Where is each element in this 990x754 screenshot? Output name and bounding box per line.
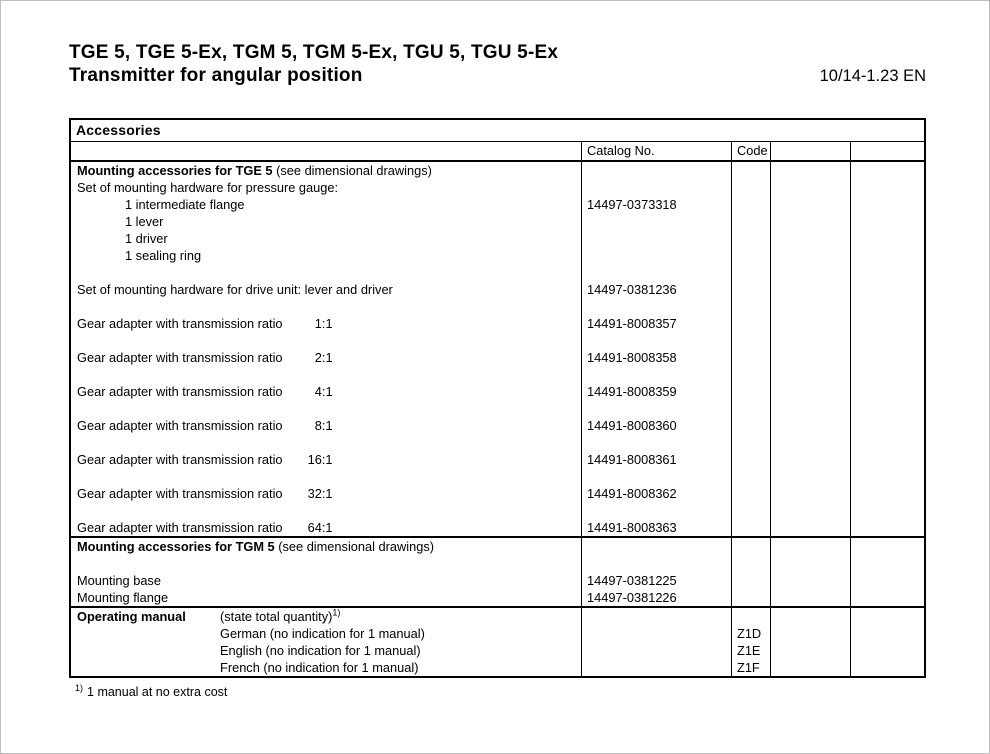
manual-section-heading: Operating manual (state total quantity)$^{1)}$ (77, 608, 341, 624)
tgm5-row-label: Mounting flange (77, 590, 169, 605)
pressure-item: 1 lever (125, 214, 164, 229)
spacer-line (77, 332, 581, 349)
pressure-set-label: Set of mounting hardware for pressure gauge: (77, 180, 339, 195)
footnote (75, 682, 228, 699)
tgm5-section-heading: Mounting accessories for TGM 5 (see dimensional drawings) (77, 539, 435, 554)
page-header (69, 41, 926, 87)
catalog-number: 14491-8008358 (587, 350, 677, 365)
gear-ratio: 16:1 (307, 452, 333, 467)
footnote-marker: 1) (75, 682, 84, 693)
manual-language-option: French (no indication for 1 manual) (220, 660, 419, 675)
section-tgm5 (71, 538, 924, 608)
tgm5-catalog-cell (581, 538, 731, 606)
document-reference: 10/14-1.23 EN (819, 67, 926, 85)
gear-adapter-row: Gear adapter with transmission ratio 4:1 (77, 384, 333, 399)
tge5-catalog-cell (581, 162, 731, 536)
tge5-description-cell (71, 162, 581, 536)
footnote-text: 1 manual at no extra cost (87, 685, 228, 699)
catalog-number: 14497-0381226 (587, 590, 677, 605)
header-empty-cell-2 (850, 142, 924, 160)
spacer-line (77, 502, 581, 519)
manual-description-cell (71, 608, 581, 676)
table-header-row (71, 142, 924, 162)
catalog-number: 14497-0381236 (587, 282, 677, 297)
spacer-line (77, 468, 581, 485)
gear-ratio: 1:1 (314, 316, 333, 331)
manual-language-option: German (no indication for 1 manual) (220, 626, 425, 641)
gear-ratio: 64:1 (307, 520, 333, 535)
catalog-number: 14491-8008360 (587, 418, 677, 433)
tgm5-row-label: Mounting base (77, 573, 161, 588)
pressure-item: 1 driver (125, 231, 168, 246)
spacer-line (77, 366, 581, 383)
header-catalog-cell: Catalog No. (581, 142, 731, 160)
catalog-number: 14491-8008361 (587, 452, 677, 467)
drive-set-label: Set of mounting hardware for drive unit: lever and driver (77, 282, 393, 297)
header-empty-cell-1 (770, 142, 850, 160)
footnote-marker: 1) (332, 608, 341, 618)
spacer-line (77, 298, 581, 315)
tgm5-code-cell (731, 538, 770, 606)
catalog-number: 14497-0373318 (587, 197, 677, 212)
gear-ratio: 8:1 (314, 418, 333, 433)
manual-catalog-cell (581, 608, 731, 676)
spacer-line (77, 400, 581, 417)
manual-empty-cell-2 (850, 608, 924, 676)
tgm5-description-cell (71, 538, 581, 606)
spacer-line (77, 264, 581, 281)
spacer-line (77, 434, 581, 451)
section-tge5 (71, 162, 924, 538)
section-operating-manual (71, 608, 924, 676)
spacer-line (77, 555, 581, 572)
gear-adapter-row: Gear adapter with transmission ratio 8:1 (77, 418, 333, 433)
gear-ratio: 2:1 (314, 350, 333, 365)
order-code: Z1E (737, 643, 761, 658)
order-code: Z1F (737, 660, 760, 675)
tge5-empty-cell-1 (770, 162, 850, 536)
tge5-section-heading: Mounting accessories for TGE 5 (see dimensional drawings) (77, 163, 432, 178)
manual-empty-cell-1 (770, 608, 850, 676)
order-code: Z1D (737, 626, 762, 641)
gear-adapter-row: Gear adapter with transmission ratio 16:1 (77, 452, 333, 467)
tgm5-empty-cell-1 (770, 538, 850, 606)
header-description-cell (71, 142, 581, 160)
pressure-item: 1 intermediate flange (125, 197, 245, 212)
gear-adapter-row: Gear adapter with transmission ratio 32:1 (77, 486, 333, 501)
gear-ratio: 32:1 (307, 486, 333, 501)
table-title: Accessories (71, 120, 924, 142)
accessories-table (69, 118, 926, 678)
header-code-cell: Code (731, 142, 770, 160)
catalog-number: 14497-0381225 (587, 573, 677, 588)
gear-ratio: 4:1 (314, 384, 333, 399)
manual-code-cell (731, 608, 770, 676)
catalog-number: 14491-8008357 (587, 316, 677, 331)
manual-language-option: English (no indication for 1 manual) (220, 643, 421, 658)
catalog-number: 14491-8008362 (587, 486, 677, 501)
product-subtitle: Transmitter for angular position (69, 65, 363, 86)
catalog-number: 14491-8008363 (587, 520, 677, 535)
gear-adapter-row: Gear adapter with transmission ratio 64:1 (77, 520, 333, 535)
product-title: TGE 5, TGE 5-Ex, TGM 5, TGM 5-Ex, TGU 5, TGU 5-Ex (69, 42, 559, 63)
tge5-empty-cell-2 (850, 162, 924, 536)
tge5-code-cell (731, 162, 770, 536)
catalog-number: 14491-8008359 (587, 384, 677, 399)
tgm5-empty-cell-2 (850, 538, 924, 606)
gear-adapter-row: Gear adapter with transmission ratio 1:1 (77, 316, 333, 331)
pressure-item: 1 sealing ring (125, 248, 202, 263)
gear-adapter-row: Gear adapter with transmission ratio 2:1 (77, 350, 333, 365)
